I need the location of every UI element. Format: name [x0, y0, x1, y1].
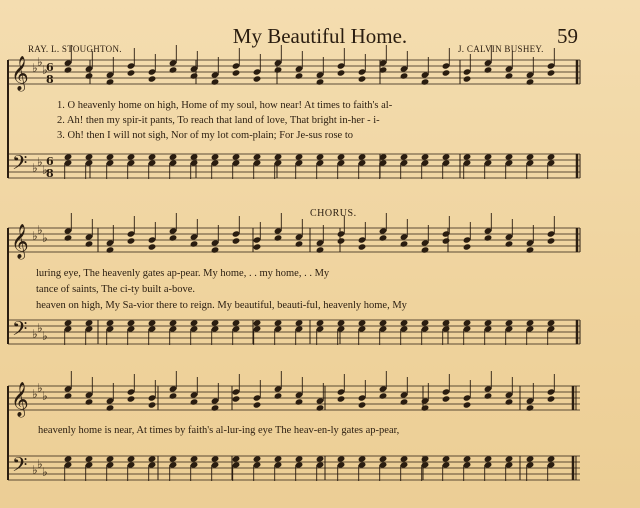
note-head [547, 153, 556, 160]
note-head [190, 455, 199, 462]
note-head [232, 395, 241, 402]
note-head [316, 455, 325, 462]
note-head [505, 72, 514, 79]
note-head [337, 153, 346, 160]
note-head [484, 153, 493, 160]
note-head [547, 237, 556, 244]
note-head [337, 319, 346, 326]
bass-clef-icon: 𝄢 [12, 151, 28, 179]
bass-clef-icon: 𝄢 [12, 453, 28, 481]
note-head [85, 319, 94, 326]
page-number: 59 [557, 24, 578, 48]
note-head [358, 75, 367, 82]
note-head [64, 66, 73, 73]
note-head [106, 153, 115, 160]
note-head [358, 153, 367, 160]
note-head [274, 153, 283, 160]
note-head [337, 455, 346, 462]
verse-1-lyrics: 1. O heavenly home on high, Home of my soul, how near! At times to faith's al- [57, 100, 393, 111]
note-head [442, 237, 451, 244]
note-head [400, 455, 409, 462]
note-head [148, 319, 157, 326]
note-head [106, 455, 115, 462]
note-head [484, 392, 493, 399]
note-head [400, 72, 409, 79]
note-head [169, 66, 178, 73]
note-head [127, 153, 136, 160]
note-head [127, 237, 136, 244]
note-head [232, 153, 241, 160]
system2-line-3-lyrics: heaven on high, My Sa-vior there to reign. My beautiful, beauti-ful, heavenly home, My [36, 300, 407, 311]
flat-sign-icon: ♭ [37, 457, 43, 471]
note-head [463, 319, 472, 326]
note-head [463, 455, 472, 462]
note-head [421, 404, 430, 411]
note-head [463, 401, 472, 408]
flat-sign-icon: ♭ [37, 155, 43, 169]
note-head [253, 153, 262, 160]
note-head [421, 455, 430, 462]
note-head [274, 392, 283, 399]
note-head [463, 243, 472, 250]
time-signature-bottom: 8 [46, 73, 54, 86]
note-head [400, 153, 409, 160]
note-head [148, 153, 157, 160]
flat-sign-icon: ♭ [42, 63, 48, 77]
note-head [400, 240, 409, 247]
verse-3-lyrics: 3. Oh! then I will not sigh, Nor of my lot com-plain; For Je-sus rose to [57, 130, 354, 141]
note-head [106, 404, 115, 411]
system3-lyrics: heavenly home is near, At times by faith's al-lur-ing eye The heav-en-ly gates ap-pear, [38, 425, 400, 436]
flat-sign-icon: ♭ [32, 229, 38, 243]
note-head [400, 398, 409, 405]
note-head [295, 240, 304, 247]
note-head [85, 153, 94, 160]
note-head [253, 401, 262, 408]
hymn-title: My Beautiful Home. [232, 24, 408, 48]
bass-clef-icon: 𝄢 [12, 317, 28, 345]
note-head [127, 319, 136, 326]
note-head [106, 246, 115, 253]
note-head [547, 455, 556, 462]
note-head [211, 78, 220, 85]
note-head [64, 153, 73, 160]
note-head [379, 234, 388, 241]
treble-clef-icon: 𝄞 [11, 56, 29, 91]
note-head [64, 234, 73, 241]
note-head [190, 72, 199, 79]
note-head [379, 319, 388, 326]
note-head [484, 319, 493, 326]
note-head [253, 243, 262, 250]
note-head [379, 392, 388, 399]
lyricist-credit: RAY. L. STOUGHTON. [28, 44, 122, 54]
note-head [358, 401, 367, 408]
note-head [85, 455, 94, 462]
flat-sign-icon: ♭ [42, 465, 48, 479]
note-head [442, 153, 451, 160]
composer-credit: J. CALVIN BUSHEY. [458, 44, 544, 54]
note-head [148, 243, 157, 250]
note-head [484, 234, 493, 241]
note-head [106, 78, 115, 85]
note-head [295, 398, 304, 405]
flat-sign-icon: ♭ [32, 161, 38, 175]
note-head [211, 455, 220, 462]
note-head [379, 455, 388, 462]
flat-sign-icon: ♭ [32, 61, 38, 75]
flat-sign-icon: ♭ [42, 163, 48, 177]
note-head [127, 395, 136, 402]
note-head [442, 69, 451, 76]
note-head [295, 153, 304, 160]
treble-clef-icon: 𝄞 [11, 382, 29, 417]
note-head [64, 455, 73, 462]
note-head [232, 319, 241, 326]
flat-sign-icon: ♭ [32, 463, 38, 477]
flat-sign-icon: ♭ [42, 231, 48, 245]
note-head [295, 72, 304, 79]
flat-sign-icon: ♭ [42, 389, 48, 403]
note-head [547, 69, 556, 76]
note-head [526, 404, 535, 411]
note-head [358, 455, 367, 462]
note-head [295, 319, 304, 326]
note-head [337, 395, 346, 402]
note-head [505, 153, 514, 160]
note-head [232, 237, 241, 244]
flat-sign-icon: ♭ [37, 321, 43, 335]
note-head [148, 75, 157, 82]
note-head [274, 234, 283, 241]
note-head [547, 319, 556, 326]
note-head [127, 69, 136, 76]
note-head [442, 395, 451, 402]
note-head [505, 398, 514, 405]
note-head [421, 246, 430, 253]
note-head [169, 153, 178, 160]
note-head [316, 153, 325, 160]
note-head [442, 455, 451, 462]
flat-sign-icon: ♭ [32, 327, 38, 341]
note-head [442, 319, 451, 326]
flat-sign-icon: ♭ [42, 329, 48, 343]
note-head [295, 455, 304, 462]
note-head [505, 455, 514, 462]
note-head [211, 319, 220, 326]
note-head [190, 240, 199, 247]
note-head [148, 455, 157, 462]
note-head [484, 455, 493, 462]
note-head [190, 398, 199, 405]
note-head [169, 319, 178, 326]
note-head [127, 455, 136, 462]
note-head [232, 69, 241, 76]
note-head [358, 243, 367, 250]
note-head [169, 455, 178, 462]
note-head [274, 455, 283, 462]
note-head [253, 319, 262, 326]
flat-sign-icon: ♭ [32, 387, 38, 401]
note-head [253, 455, 262, 462]
note-head [421, 78, 430, 85]
note-head [463, 153, 472, 160]
time-signature-top: 6 [46, 61, 54, 74]
note-head [169, 392, 178, 399]
time-signature-top: 6 [46, 155, 54, 168]
note-head [211, 246, 220, 253]
note-head [463, 75, 472, 82]
note-head [232, 455, 241, 462]
note-head [274, 319, 283, 326]
note-head [526, 246, 535, 253]
flat-sign-icon: ♭ [37, 223, 43, 237]
system2-line-1-lyrics: luring eye, The heavenly gates ap-pear. My home, . . my home, . . My [36, 268, 330, 279]
note-head [190, 319, 199, 326]
note-head [316, 246, 325, 253]
treble-clef-icon: 𝄞 [11, 224, 29, 259]
note-head [421, 153, 430, 160]
note-head [316, 78, 325, 85]
note-head [547, 395, 556, 402]
note-head [211, 153, 220, 160]
note-head [148, 401, 157, 408]
chorus-label: CHORUS. [310, 208, 357, 219]
note-head [526, 78, 535, 85]
note-head [400, 319, 409, 326]
note-head [421, 319, 430, 326]
note-head [106, 319, 115, 326]
note-head [337, 69, 346, 76]
note-head [253, 75, 262, 82]
note-head [64, 392, 73, 399]
note-head [64, 319, 73, 326]
flat-sign-icon: ♭ [37, 381, 43, 395]
system2-line-2-lyrics: tance of saints, The ci-ty built a-bove. [36, 284, 196, 295]
note-head [85, 240, 94, 247]
note-head [85, 72, 94, 79]
note-head [85, 398, 94, 405]
verse-2-lyrics: 2. Ah! then my spir-it pants, To reach that land of love, That bright in-her - i- [57, 115, 380, 126]
note-head [211, 404, 220, 411]
note-head [505, 319, 514, 326]
note-head [505, 240, 514, 247]
note-head [526, 153, 535, 160]
note-head [274, 66, 283, 73]
flat-sign-icon: ♭ [37, 55, 43, 69]
note-head [316, 319, 325, 326]
note-head [316, 404, 325, 411]
time-signature-bottom: 8 [46, 167, 54, 180]
note-head [358, 319, 367, 326]
note-head [190, 153, 199, 160]
note-head [337, 237, 346, 244]
note-head [526, 319, 535, 326]
note-head [526, 455, 535, 462]
note-head [484, 66, 493, 73]
note-head [169, 234, 178, 241]
